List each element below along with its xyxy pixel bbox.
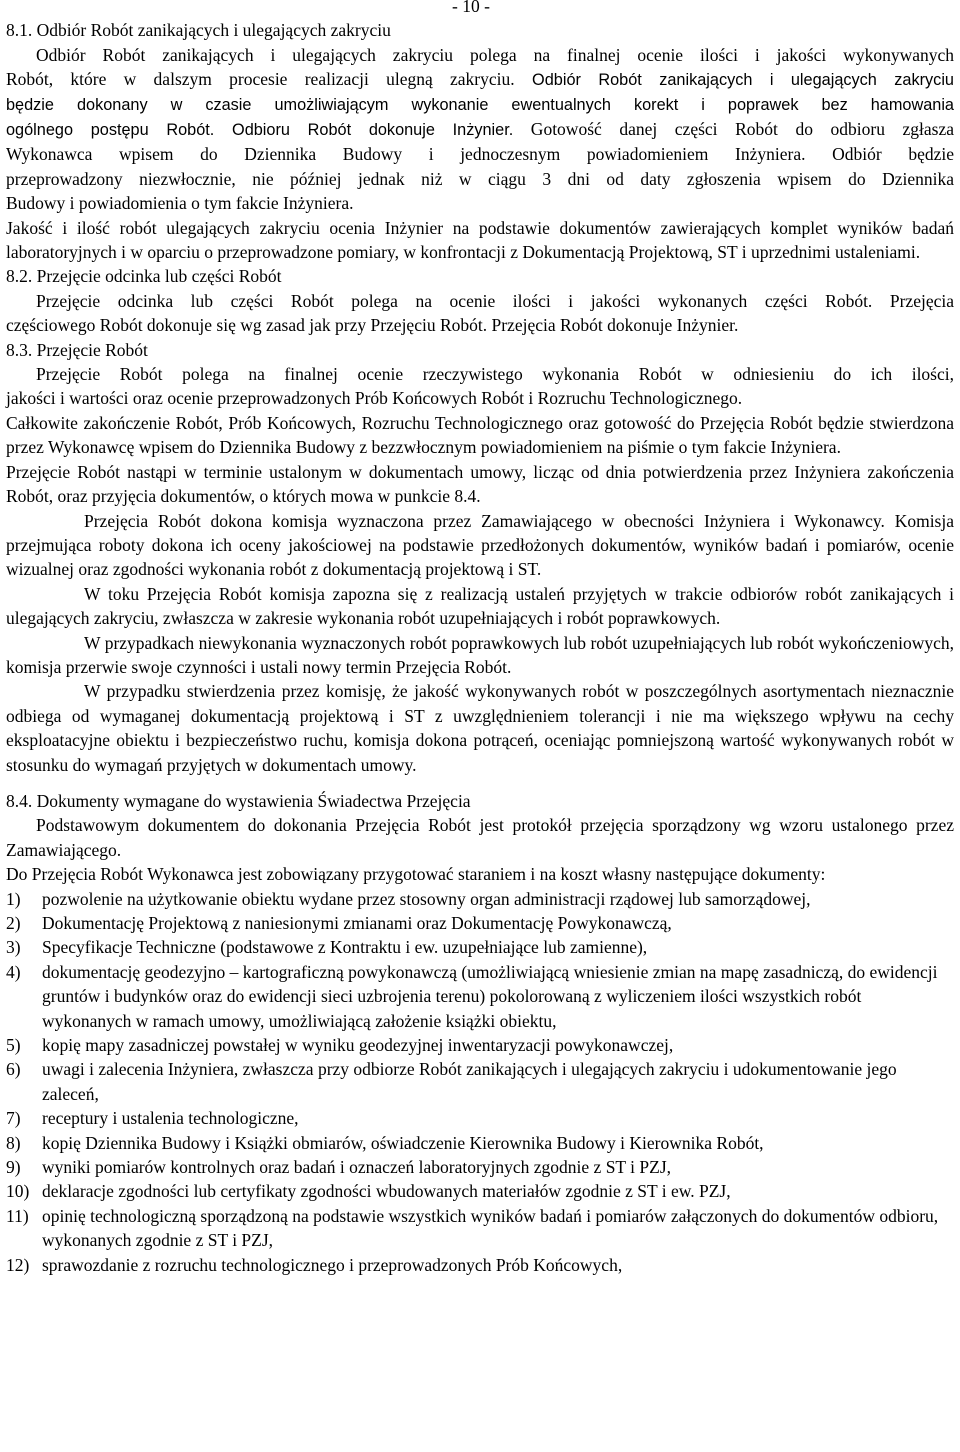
list-item: 9) wyniki pomiarów kontrolnych oraz badań i oznaczeń laboratoryjnych zgodnie z ST i PZJ, [6,1157,672,1178]
s81-line3: będzie dokonany w czasie umożliwiającym wykonanie ewentualnych korekt i poprawek bez hamowania [6,95,954,114]
list-item: 5) kopię mapy zasadniczej powstałej w wyniku geodezyjnej inwentaryzacji powykonawczej, [6,1035,674,1056]
section-8-3 [6,338,954,411]
list-item: 12) sprawozdanie z rozruchu technologicznego i przeprowadzonych Prób Końcowych, [6,1254,623,1275]
s83-paragraph-7: W przypadku stwierdzenia przez komisję, że jakość wykonywanych robót w poszczególnych asortymentach nieznacznie odbiega od wymaganej dokumentacją projektową i ST z uwzględnieniem tolerancji i nie ma większego wpływu na cechy eksploatacyjne obiektu i bezpieczeństwo ruchu, komisja dokona potrąceń, oceniając pomniejszoną wartość wykonywanych robót w stosunku do wymagań przyjętych w dokumentach umowy. [6,681,954,775]
s84-paragraph-2: Do Przejęcia Robót Wykonawca jest zobowiązany przygotować staraniem i na koszt własny następujące dokumenty: [6,864,826,885]
list-item: 2) Dokumentację Projektową z naniesionymi zmianami oraz Dokumentację Powykonawczą, [6,913,672,934]
s81-line6: przeprowadzony niezwłocznie, nie później jednak niż w ciągu 3 dni od daty zgłoszenia wpisem do Dziennika [6,168,954,189]
list-item: 11) opinię technologiczną sporządzoną na podstawie wszystkich wyników badań i pomiarów załączonych do dokumentów odbioru, wykonanych zgodnie z ST i PZJ, [6,1205,939,1251]
s82-line2: częściowego Robót dokonuje się wg zasad jak przy Przejęciu Robót. Przejęcia Robót dokonuje Inżynier. [6,315,739,336]
s81-line2: Robót, które w dalszym procesie realizacji ulegną zakryciu. Odbiór Robót zanikających i ulegających zakryciu [6,69,954,90]
s83-paragraph-6: W przypadkach niewykonania wyznaczonych robót poprawkowych lub robót uzupełniających lub robót wykończeniowych, komisja przerwie swoje czynności i ustali nowy termin Przejęcia Robót. [6,632,954,677]
section-8-1 [6,18,954,215]
s83-paragraph-3: Przejęcie Robót nastąpi w terminie ustalonym w dokumentach umowy, licząc od dnia potwierdzenia przez Inżyniera zakończenia Robót, oraz przyjęcia dokumentów, o których mowa w punkcie 8.4. [6,461,954,507]
heading-8-3: 8.3. Przejęcie Robót [6,339,148,360]
list-item: 3) Specyfikacje Techniczne (podstawowe z Kontraktu i ew. uzupełniające lub zamienne), [6,937,648,958]
s83-p1-line2: jakości i wartości oraz ocenie przeprowadzonych Prób Końcowych Robót i Rozruchu Technologicznego. [6,388,743,409]
s82-line1: Przejęcie odcinka lub części Robót polega na ocenie ilości i jakości wykonanych części Robót. Przejęcia [36,290,954,311]
list-item: 7) receptury i ustalenia technologiczne, [6,1108,299,1129]
page-number: - 10 - [452,0,490,16]
list-item: 8) kopię Dziennika Budowy i Książki obmiarów, oświadczenie Kierownika Budowy i Kierownika Robót, [6,1132,764,1153]
s84-paragraph-1: Podstawowym dokumentem do dokonania Przejęcia Robót jest protokół przejęcia sporządzony wg wzoru ustalonego przez Zamawiającego. [6,815,954,860]
heading-8-4: 8.4. Dokumenty wymagane do wystawienia Świadectwa Przejęcia [6,790,471,811]
list-item: 4) dokumentację geodezyjno – kartograficzną powykonawczą (umożliwiającą wniesienie zmian na mapę zasadniczą, do ewidencji gruntów i budynków oraz do ewidencji sieci uzbrojenia terenu) pokolorowaną z wyliczeniem ilości wszystkich robót wykonanych w ramach umowy, umożliwiającą założenie książki obiektu, [6,961,938,1031]
list-item: 10) deklaracje zgodności lub certyfikaty zgodności wbudowanych materiałów zgodnie z ST i ew. PZJ, [6,1181,731,1202]
s81-line1: Odbiór Robót zanikających i ulegających zakryciu polega na finalnej ocenie ilości i jakości wykonywanych [36,44,954,65]
list-item: 1) pozwolenie na użytkowanie obiektu wydane przez stosowny organ administracji rządowej lub samorządowej, [6,888,811,909]
section-8-2 [6,264,954,337]
s83-paragraph-2: Całkowite zakończenie Robót, Prób Końcowych, Rozruchu Technologicznego oraz gotowość do Przejęcia Robót będzie stwierdzona przez Wykonawcę wpisem do Dziennika Budowy z bezzwłocznym powiadomieniem na piśmie o tym fakcie Inżyniera. [6,412,954,458]
s81-quality-paragraph: Jakość i ilość robót ulegających zakryciu ocenia Inżynier na podstawie dokumentów zawierających komplet wyników badań laboratoryjnych i w oparciu o przeprowadzone pomiary, w konfrontacji z Dokumentacją Projektową, ST i uprzednimi ustaleniami. [6,217,954,263]
s83-paragraph-4: Przejęcia Robót dokona komisja wyznaczona przez Zamawiającego w obecności Inżyniera i Wykonawcy. Komisja przejmująca roboty dokona ich oceny jakościowej na podstawie przedłożonych dokumentów, wyników badań i pomiarów, ocenie wizualnej oraz zgodności wykonania robót z dokumentacją projektową i ST. [6,510,954,580]
s81-line5: Wykonawca wpisem do Dziennika Budowy i jednoczesnym powiadomieniem Inżyniera. Odbiór będzie [6,144,954,165]
s83-paragraph-5: W toku Przejęcia Robót komisja zapozna się z realizacją ustaleń przyjętych w trakcie odbiorów robót zanikających i ulegających zakryciu, zwłaszcza w zakresie wykonania robót uzupełniających i robót poprawkowych. [6,583,954,629]
list-item: 6) uwagi i zalecenia Inżyniera, zwłaszcza przy odbiorze Robót zanikających i ulegających zakryciu i udokumentowanie jego zaleceń, [6,1059,897,1104]
heading-8-1: 8.1. Odbiór Robót zanikających i ulegających zakryciu [6,20,391,41]
heading-8-2: 8.2. Przejęcie odcinka lub części Robót [6,266,282,287]
s83-p1-line1: Przejęcie Robót polega na finalnej ocenie rzeczywistego wykonania Robót w odniesieniu do ich ilości, [36,364,954,385]
s81-line7: Budowy i powiadomienia o tym fakcie Inżyniera. [6,193,354,214]
required-documents-list [6,887,954,1278]
s81-line4: ogólnego postępu Robót. Odbioru Robót dokonuje Inżynier. Gotowość danej części Robót do odbioru zgłasza [6,119,954,140]
